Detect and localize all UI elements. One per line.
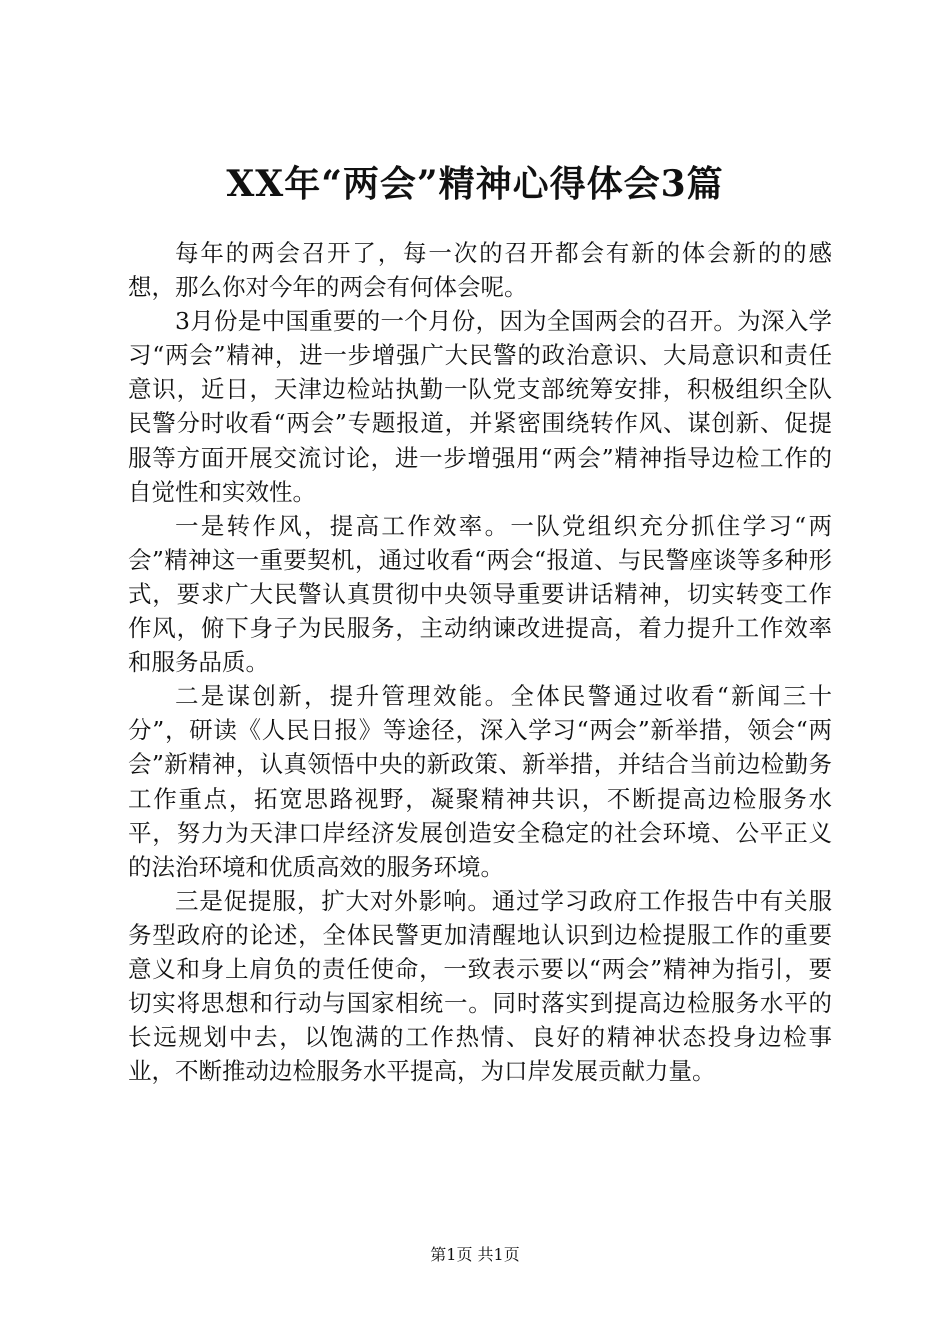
paragraph-intro: 每年的两会召开了，每一次的召开都会有新的体会新的的感想，那么你对今年的两会有何体会呢。 <box>128 239 832 302</box>
document-title: XX年“两会”精神心得体会3篇 <box>226 163 724 205</box>
paragraph-point-three: 三是促提服，扩大对外影响。通过学习政府工作报告中有关服务型政府的论述，全体民警更加清醒地认识到边检提服工作的重要意义和身上肩负的责任使命，一致表示要以“两会”精神为指引，要切实将思想和行动与国家相统一。同时落实到提高边检服务水平的长远规划中去，以饱满的工作热情、良好的精神状态投身边检事业，不断推动边检服务水平提高，为口岸发展贡献力量。 <box>128 886 832 1086</box>
paragraph-point-one: 一是转作风，提高工作效率。一队党组织充分抓住学习“两会”精神这一重要契机，通过收看“两会“报道、与民警座谈等多种形式，要求广大民警认真贯彻中央领导重要讲话精神，切实转变工作作风，俯下身子为民服务，主动纳谏改进提高，着力提升工作效率和服务品质。 <box>128 511 832 677</box>
document-body <box>128 236 832 1088</box>
page-number-footer: 第1页 共1页 <box>430 1245 520 1264</box>
paragraph-point-two: 二是谋创新，提升管理效能。全体民警通过收看“新闻三十分”，研读《人民日报》等途径，深入学习“两会”新举措，领会“两会”新精神，认真领悟中央的新政策、新举措，并结合当前边检勤务工作重点，拓宽思路视野，凝聚精神共识，不断提高边检服务水平，努力为天津口岸经济发展创造安全稳定的社会环境、公平正义的法治环境和优质高效的服务环境。 <box>128 682 832 881</box>
paragraph-background: 3月份是中国重要的一个月份，因为全国两会的召开。为深入学习“两会”精神，进一步增强广大民警的政治意识、大局意识和责任意识，近日，天津边检站执勤一队党支部统筹安排，积极组织全队民警分时收看“两会”专题报道，并紧密围绕转作风、谋创新、促提服等方面开展交流讨论，进一步增强用“两会”精神指导边检工作的自觉性和实效性。 <box>128 307 832 506</box>
